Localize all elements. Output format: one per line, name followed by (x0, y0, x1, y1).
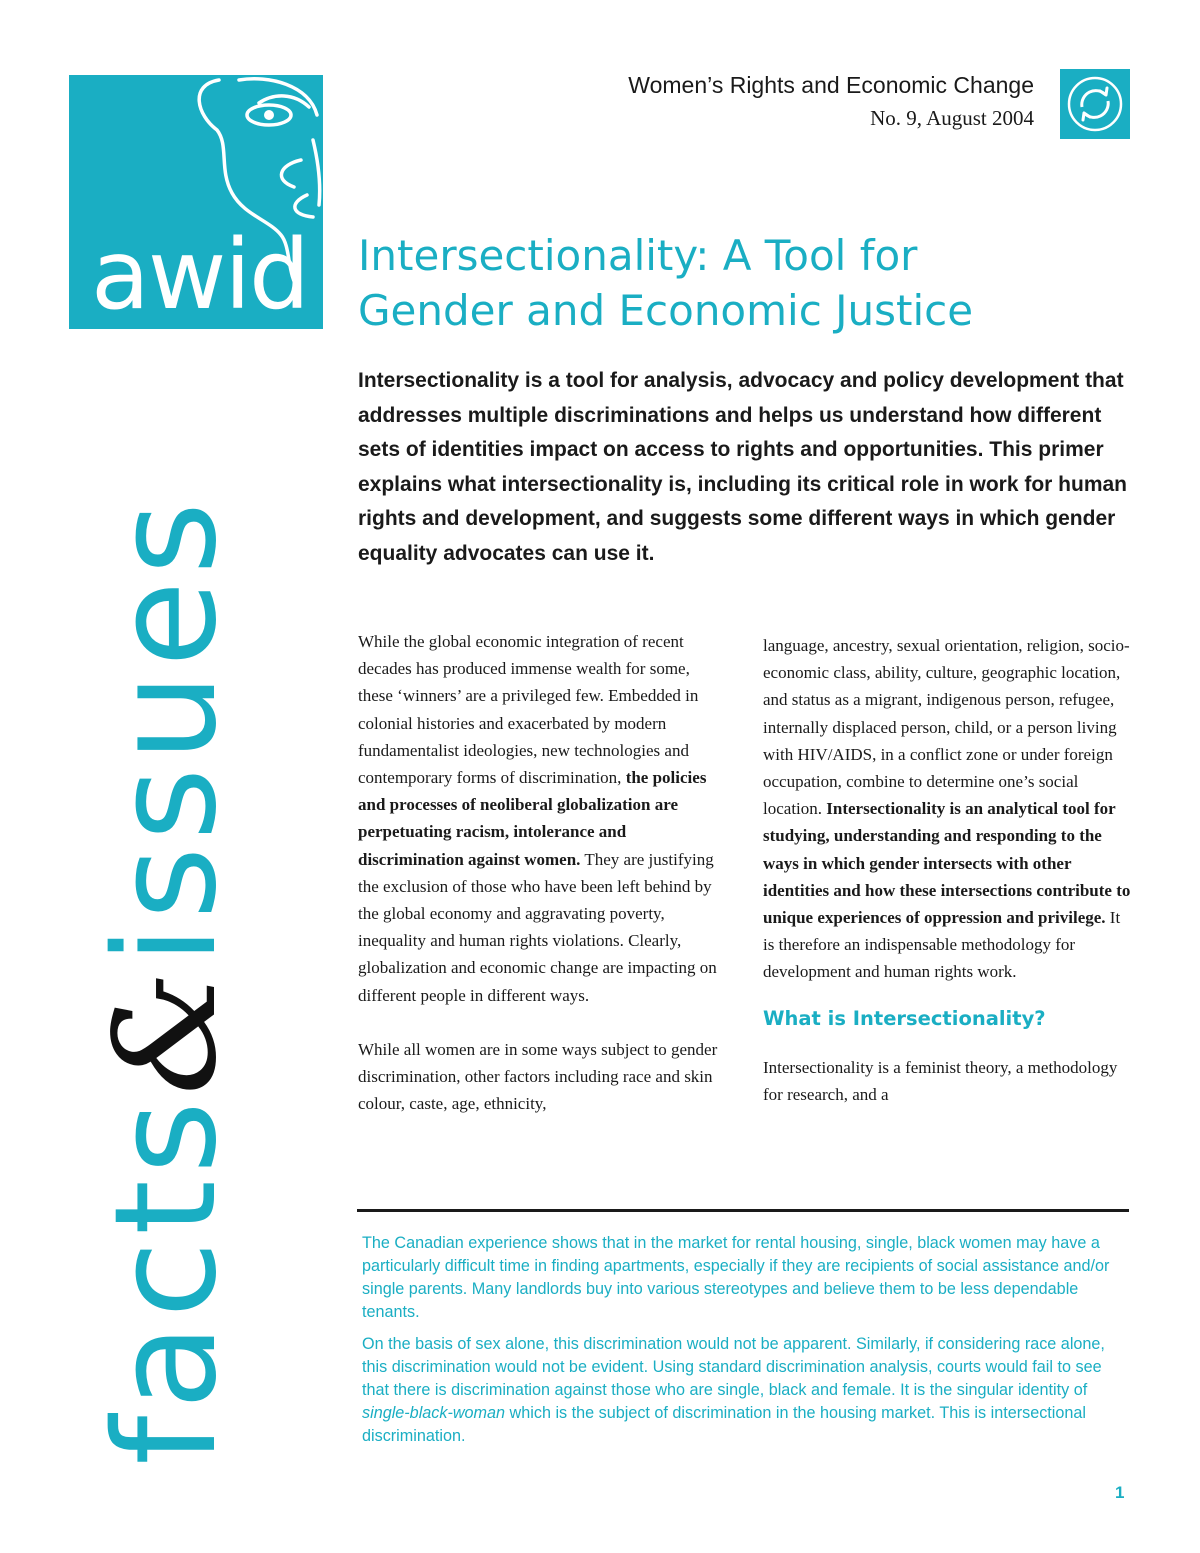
awid-logo (69, 75, 323, 329)
body-column-right (763, 632, 1135, 1108)
title-line-2: Gender and Economic Justice (358, 286, 974, 335)
wordmark-facts: facts (85, 1095, 248, 1465)
body-paragraph (358, 628, 728, 1009)
case-paragraph (362, 1333, 1127, 1448)
case-paragraph: The Canadian experience shows that in the market for rental housing, single, black women may have a particularly difficult time in finding apartments, especially if they are recipients of social assistance and/or single parents. Many landlords buy into various stereotypes and believe them to be less dependable tenants. (362, 1234, 1110, 1321)
case-text: which is the subject of discrimination in the housing market. This is intersectional discrimination. (362, 1404, 1086, 1445)
body-paragraph (763, 632, 1135, 986)
title-line-1: Intersectionality: A Tool for (358, 231, 918, 280)
body-text: They are justifying the exclusion of those who have been left behind by the global economy and aggravating poverty, inequality and human rights violations. Clearly, globalization and economic change are impacting on different people in different ways. (358, 849, 717, 1005)
body-column-left (358, 628, 728, 1117)
case-emphasis: single-black-woman (362, 1404, 506, 1422)
facts-issues-wordmark (85, 495, 248, 1465)
circular-arrows-icon (1060, 69, 1130, 139)
page-title (358, 228, 1138, 338)
body-paragraph: Intersectionality is a feminist theory, a methodology for research, and a (763, 1057, 1118, 1104)
section-heading: What is Intersectionality? (763, 1006, 1046, 1030)
body-emphasis: Intersectionality is an analytical tool for studying, understanding and responding to the ways in which gender intersects with other identities and how these intersections contribute to unique experiences of oppression and privilege. (763, 799, 1131, 928)
intro-paragraph: Intersectionality is a tool for analysis, advocacy and policy development that addresses multiple discriminations and helps us understand how different sets of identities impact on access to rights and opportunities. This primer explains what intersectionality is, including its critical role in work for human rights and development, and suggests some different ways in which gender equality advocates can use it. (358, 369, 1128, 565)
divider (357, 1209, 1129, 1212)
wordmark-ampersand: & (85, 964, 248, 1096)
issue-info: No. 9, August 2004 (870, 106, 1034, 130)
case-study-box (362, 1232, 1127, 1457)
body-text: It is therefore an indispensable methodology for development and human rights work. (763, 908, 1121, 982)
page-number: 1 (1115, 1483, 1125, 1502)
logo-wordmark: awid (91, 219, 308, 329)
series-title: Women’s Rights and Economic Change (628, 72, 1034, 98)
case-text: On the basis of sex alone, this discrimination would not be apparent. Similarly, if considering race alone, this discrimination would not be evident. Using standard discrimination analysis, courts would fail to see that there is discrimination against those who are single, black and female. It is the singular identity of (362, 1335, 1105, 1399)
body-text: language, ancestry, sexual orientation, religion, socio-economic class, ability, culture, geographic location, and status as a migrant, indigenous person, refugee, internally displaced person, child, or a person living with HIV/AIDS, in a conflict zone or under foreign occupation, combine to determine one’s social location. (763, 636, 1130, 819)
wordmark-issues: issues (85, 495, 248, 965)
body-emphasis: the policies and processes of neoliberal globalization are perpetuating racism, intolerance and discrimination against women. (358, 768, 707, 869)
body-paragraph: While all women are in some ways subject to gender discrimination, other factors including race and skin colour, caste, age, ethnicity, (358, 1039, 718, 1114)
body-text: While the global economic integration of recent decades has produced immense wealth for some, these ‘winners’ are a privileged few. Embedded in colonial histories and exacerbated by modern fundamentalist ideologies, new technologies and contemporary forms of discrimination, (358, 632, 699, 788)
